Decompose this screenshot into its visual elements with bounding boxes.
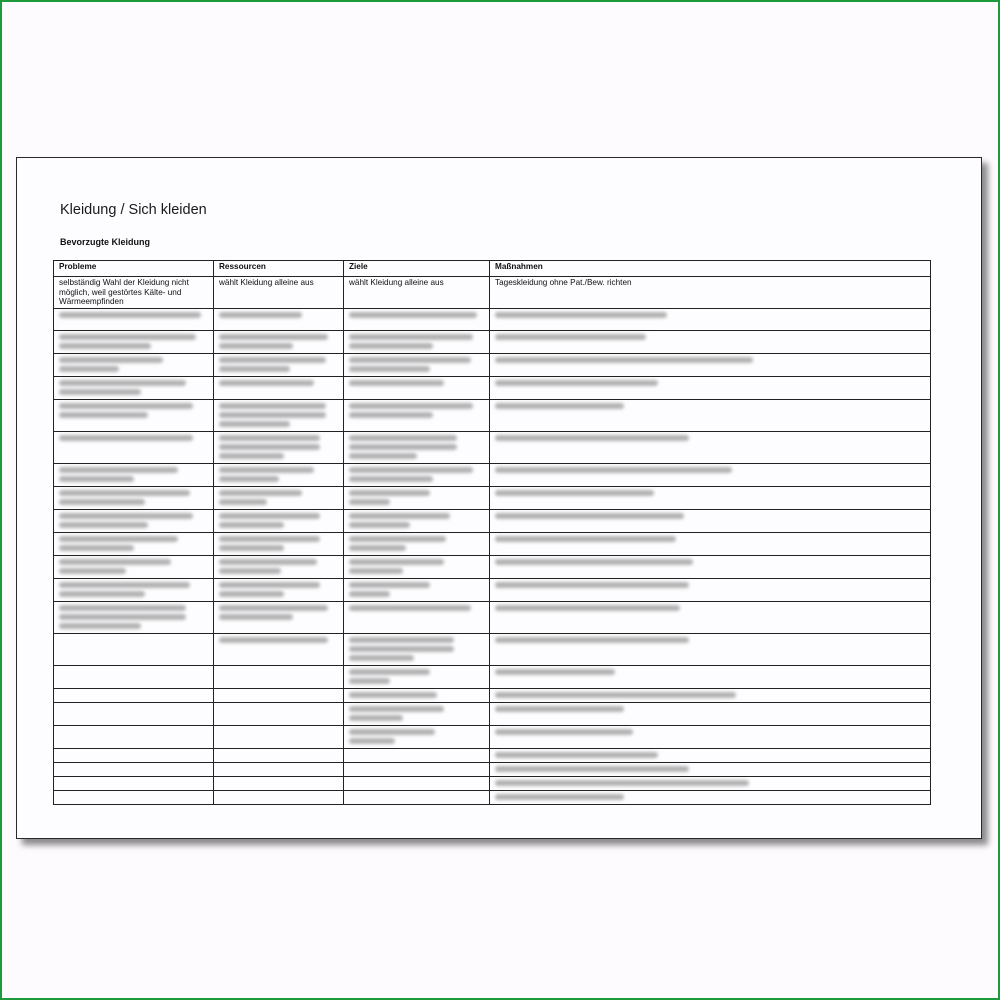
table-row	[54, 431, 931, 463]
blurred-text	[349, 334, 473, 340]
blurred-cell	[490, 665, 931, 688]
blurred-cell	[54, 353, 214, 376]
blurred-text	[219, 412, 326, 418]
blurred-text	[59, 536, 178, 542]
blurred-text	[495, 513, 684, 519]
blurred-cell	[490, 633, 931, 665]
blurred-cell	[214, 776, 344, 790]
blurred-cell	[344, 353, 490, 376]
blurred-text	[59, 312, 201, 318]
blurred-text	[349, 412, 433, 418]
cell-massnahmen: Tageskleidung ohne Pat./Bew. richten	[490, 277, 931, 309]
blurred-text	[349, 559, 444, 565]
blurred-text	[495, 559, 693, 565]
blurred-text	[495, 766, 689, 772]
blurred-cell	[214, 431, 344, 463]
blurred-cell	[344, 688, 490, 702]
blurred-cell	[490, 532, 931, 555]
blurred-text	[349, 366, 430, 372]
blurred-text	[219, 545, 284, 551]
blurred-text	[59, 605, 186, 611]
blurred-cell	[214, 665, 344, 688]
blurred-cell	[490, 330, 931, 353]
blurred-cell	[54, 601, 214, 633]
blurred-text	[219, 453, 284, 459]
blurred-text	[59, 467, 178, 473]
blurred-cell	[344, 601, 490, 633]
blurred-text	[219, 614, 293, 620]
blurred-cell	[214, 688, 344, 702]
blurred-cell	[344, 633, 490, 665]
blurred-text	[219, 637, 328, 643]
blurred-text	[349, 738, 395, 744]
table-row	[54, 277, 931, 309]
blurred-cell	[54, 762, 214, 776]
blurred-cell	[214, 725, 344, 748]
table-row	[54, 601, 931, 633]
blurred-text	[349, 568, 403, 574]
blurred-cell	[54, 308, 214, 330]
blurred-cell	[54, 463, 214, 486]
blurred-text	[59, 545, 134, 551]
blurred-cell	[490, 578, 931, 601]
table-row	[54, 748, 931, 762]
table-row	[54, 463, 931, 486]
blurred-text	[219, 582, 320, 588]
blurred-text	[495, 435, 689, 441]
blurred-cell	[54, 702, 214, 725]
blurred-cell	[344, 532, 490, 555]
blurred-cell	[214, 376, 344, 399]
blurred-text	[349, 444, 457, 450]
blurred-text	[59, 559, 171, 565]
blurred-text	[495, 780, 749, 786]
column-header-ressourcen: Ressourcen	[214, 261, 344, 277]
blurred-cell	[490, 702, 931, 725]
blurred-cell	[214, 463, 344, 486]
blurred-text	[219, 380, 314, 386]
blurred-cell	[54, 555, 214, 578]
blurred-text	[349, 476, 433, 482]
blurred-cell	[214, 399, 344, 431]
blurred-text	[219, 559, 317, 565]
blurred-cell	[490, 308, 931, 330]
blurred-text	[349, 545, 406, 551]
blurred-text	[219, 536, 320, 542]
blurred-cell	[344, 555, 490, 578]
blurred-cell	[214, 762, 344, 776]
blurred-text	[349, 536, 446, 542]
table-row	[54, 555, 931, 578]
table-row	[54, 702, 931, 725]
blurred-cell	[344, 665, 490, 688]
table-row	[54, 762, 931, 776]
table-row	[54, 308, 931, 330]
blurred-cell	[214, 509, 344, 532]
blurred-text	[59, 476, 134, 482]
blurred-cell	[54, 665, 214, 688]
blurred-text	[495, 729, 633, 735]
table-row	[54, 688, 931, 702]
blurred-text	[219, 568, 281, 574]
blurred-text	[59, 334, 196, 340]
blurred-text	[59, 591, 145, 597]
table-row	[54, 578, 931, 601]
blurred-cell	[490, 790, 931, 804]
column-header-probleme: Probleme	[54, 261, 214, 277]
blurred-cell	[214, 353, 344, 376]
blurred-cell	[344, 431, 490, 463]
blurred-text	[59, 513, 193, 519]
blurred-text	[219, 467, 314, 473]
table-row	[54, 399, 931, 431]
blurred-text	[219, 522, 284, 528]
table-row	[54, 776, 931, 790]
blurred-text	[59, 403, 193, 409]
blurred-text	[59, 412, 148, 418]
blurred-text	[349, 453, 417, 459]
table-row	[54, 725, 931, 748]
blurred-cell	[490, 399, 931, 431]
blurred-cell	[490, 748, 931, 762]
table-row	[54, 790, 931, 804]
blurred-text	[59, 568, 126, 574]
blurred-cell	[214, 601, 344, 633]
blurred-text	[59, 366, 119, 372]
blurred-text	[219, 490, 302, 496]
blurred-cell	[214, 702, 344, 725]
column-header-massnahmen: Maßnahmen	[490, 261, 931, 277]
blurred-text	[495, 467, 732, 473]
blurred-text	[349, 490, 430, 496]
blurred-cell	[54, 748, 214, 762]
blurred-text	[495, 794, 624, 800]
blurred-cell	[490, 762, 931, 776]
table-header-row	[54, 261, 931, 277]
document-title: Kleidung / Sich kleiden	[60, 202, 207, 218]
blurred-text	[495, 357, 753, 363]
blurred-text	[349, 513, 450, 519]
blurred-text	[349, 729, 435, 735]
blurred-text	[59, 499, 145, 505]
blurred-cell	[490, 601, 931, 633]
blurred-cell	[490, 353, 931, 376]
blurred-text	[495, 582, 689, 588]
blurred-text	[495, 752, 658, 758]
blurred-text	[495, 334, 646, 340]
blurred-text	[495, 490, 654, 496]
blurred-text	[349, 715, 403, 721]
blurred-text	[349, 467, 473, 473]
blurred-cell	[54, 330, 214, 353]
blurred-text	[59, 614, 186, 620]
blurred-text	[59, 435, 193, 441]
blurred-text	[349, 706, 444, 712]
blurred-text	[349, 435, 457, 441]
blurred-cell	[214, 330, 344, 353]
blurred-text	[219, 605, 328, 611]
blurred-text	[219, 444, 320, 450]
cell-probleme: selbständig Wahl der Kleidung nicht möglich, weil gestörtes Kälte- und Wärmeempfinden	[54, 277, 214, 309]
blurred-text	[59, 357, 163, 363]
blurred-text	[349, 646, 454, 652]
blurred-text	[219, 513, 320, 519]
blurred-text	[495, 403, 624, 409]
blurred-cell	[214, 555, 344, 578]
table-row	[54, 633, 931, 665]
blurred-text	[59, 582, 190, 588]
blurred-cell	[490, 376, 931, 399]
blurred-text	[219, 403, 326, 409]
blurred-text	[349, 312, 477, 318]
blurred-text	[219, 366, 290, 372]
blurred-cell	[214, 308, 344, 330]
blurred-cell	[490, 509, 931, 532]
blurred-cell	[344, 578, 490, 601]
blurred-cell	[344, 376, 490, 399]
blurred-cell	[54, 532, 214, 555]
blurred-cell	[344, 463, 490, 486]
blurred-text	[219, 357, 326, 363]
blurred-text	[495, 706, 624, 712]
blurred-cell	[214, 748, 344, 762]
blurred-cell	[344, 776, 490, 790]
blurred-text	[219, 435, 320, 441]
blurred-text	[219, 476, 279, 482]
blurred-text	[495, 669, 615, 675]
blurred-cell	[490, 688, 931, 702]
blurred-text	[349, 499, 390, 505]
blurred-cell	[54, 633, 214, 665]
blurred-cell	[54, 486, 214, 509]
blurred-text	[495, 692, 736, 698]
blurred-cell	[490, 463, 931, 486]
blurred-cell	[214, 532, 344, 555]
blurred-text	[59, 623, 141, 629]
blurred-text	[495, 312, 667, 318]
blurred-cell	[344, 308, 490, 330]
blurred-text	[495, 637, 689, 643]
blurred-cell	[490, 776, 931, 790]
blurred-cell	[54, 509, 214, 532]
blurred-cell	[490, 431, 931, 463]
blurred-text	[349, 678, 390, 684]
blurred-text	[349, 637, 454, 643]
blurred-cell	[344, 330, 490, 353]
blurred-cell	[344, 725, 490, 748]
cell-ziele: wählt Kleidung alleine aus	[344, 277, 490, 309]
blurred-text	[349, 522, 410, 528]
table-row	[54, 353, 931, 376]
care-plan-table	[53, 260, 931, 805]
blurred-cell	[490, 725, 931, 748]
blurred-text	[495, 605, 680, 611]
blurred-text	[219, 334, 328, 340]
blurred-text	[349, 669, 430, 675]
blurred-text	[495, 536, 676, 542]
blurred-text	[349, 380, 444, 386]
column-header-ziele: Ziele	[344, 261, 490, 277]
blurred-cell	[214, 578, 344, 601]
blurred-cell	[490, 555, 931, 578]
table-row	[54, 486, 931, 509]
blurred-text	[219, 591, 284, 597]
blurred-cell	[344, 748, 490, 762]
blurred-cell	[214, 486, 344, 509]
table-row	[54, 532, 931, 555]
cell-ressourcen: wählt Kleidung alleine aus	[214, 277, 344, 309]
blurred-cell	[54, 376, 214, 399]
document-subtitle: Bevorzugte Kleidung	[60, 237, 151, 247]
blurred-cell	[214, 633, 344, 665]
table-row	[54, 509, 931, 532]
document-page	[16, 157, 982, 839]
blurred-cell	[344, 509, 490, 532]
blurred-text	[219, 343, 293, 349]
blurred-text	[349, 605, 471, 611]
blurred-cell	[490, 486, 931, 509]
blurred-text	[349, 591, 390, 597]
blurred-cell	[214, 790, 344, 804]
table-row	[54, 665, 931, 688]
blurred-cell	[344, 790, 490, 804]
blurred-cell	[54, 688, 214, 702]
blurred-cell	[54, 399, 214, 431]
blurred-text	[59, 380, 186, 386]
blurred-cell	[54, 776, 214, 790]
blurred-cell	[344, 762, 490, 776]
blurred-text	[59, 389, 141, 395]
table-row	[54, 330, 931, 353]
blurred-text	[349, 692, 437, 698]
blurred-text	[59, 490, 190, 496]
blurred-text	[349, 357, 471, 363]
blurred-text	[349, 655, 414, 661]
blurred-cell	[54, 790, 214, 804]
blurred-text	[59, 522, 148, 528]
blurred-cell	[344, 399, 490, 431]
blurred-text	[219, 499, 267, 505]
table-row	[54, 376, 931, 399]
blurred-text	[495, 380, 658, 386]
blurred-cell	[344, 486, 490, 509]
blurred-cell	[54, 578, 214, 601]
blurred-cell	[54, 725, 214, 748]
blurred-text	[219, 312, 302, 318]
blurred-text	[219, 421, 290, 427]
blurred-cell	[344, 702, 490, 725]
blurred-text	[349, 403, 473, 409]
blurred-text	[59, 343, 151, 349]
blurred-cell	[54, 431, 214, 463]
blurred-text	[349, 343, 433, 349]
blurred-text	[349, 582, 430, 588]
